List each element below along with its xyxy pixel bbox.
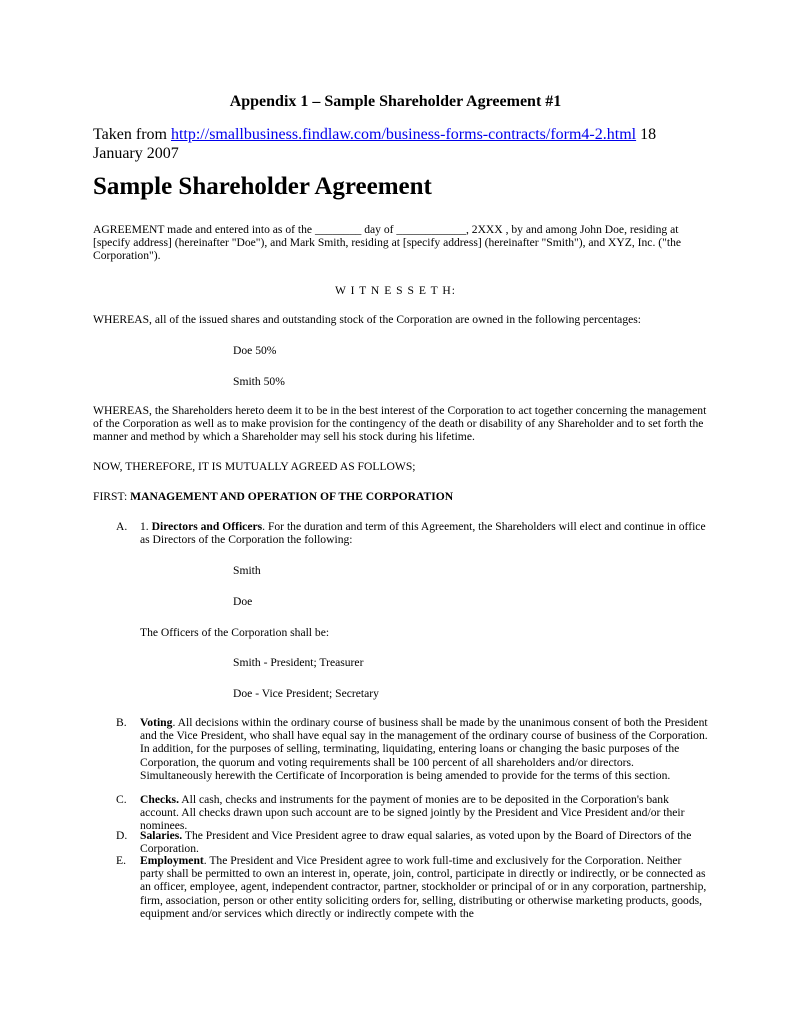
first-prefix: FIRST: [93,490,131,503]
smith-percentage: Smith 50% [233,375,285,388]
officer-smith: Smith - President; Treasurer [233,656,364,669]
section-c-text: All cash, checks and instruments for the payment of monies are to be deposited in the Corporation's bank account. All checks drawn upon such account are to be signed jointly by the President and Vice President and/or their nominees. [140,793,685,833]
section-c-marker: C. [116,793,127,806]
first-heading-text: MANAGEMENT AND OPERATION OF THE CORPORATION [130,490,454,503]
section-a-text: . For the duration and term of this Agreement, the Shareholders will elect and continue in office as Directors of the Corporation the following: [140,520,706,547]
section-e-marker: E. [116,854,126,867]
section-a-body [140,520,708,546]
section-d-marker: D. [116,829,128,842]
director-doe: Doe [233,595,253,608]
section-b-marker: B. [116,716,127,729]
source-link[interactable]: http://smallbusiness.findlaw.com/business-forms-contracts/form4-2.html [170,126,637,143]
section-c-heading: Checks. [140,793,179,806]
now-therefore-paragraph: NOW, THEREFORE, IT IS MUTUALLY AGREED AS FOLLOWS; [93,460,416,473]
section-a-heading: Directors and Officers [151,520,263,533]
source-citation [93,125,703,163]
officer-doe: Doe - Vice President; Secretary [233,687,379,700]
appendix-title: Appendix 1 – Sample Shareholder Agreement #1 [229,93,562,110]
doe-percentage: Doe 50% [233,344,277,357]
intro-paragraph: AGREEMENT made and entered into as of the ________ day of ____________, 2XXX , by and among John Doe, residing at [specify address] (hereinafter "Doe"), and Mark Smith, residing at [specify address] (hereinafter "Smith"), and XYZ, Inc. ("the Corporation"). [93,223,682,263]
section-d-heading: Salaries. [140,829,183,842]
whereas-interest-paragraph: WHEREAS, the Shareholders hereto deem it to be in the best interest of the Corporation to act together concerning the management of the Corporation as well as to make provision for the contingency of the death or disability of any Shareholder and to set forth the manner and method by which a Shareholder may sell his stock during his lifetime. [93,404,707,444]
section-a-marker: A. [116,520,128,533]
section-a-number: 1. [140,520,152,533]
first-section-heading [93,490,708,503]
director-smith: Smith [233,564,261,577]
witnesseth-heading: W I T N E S S E T H: [334,284,457,297]
section-b-heading: Voting [140,716,173,729]
section-e-text: . The President and Vice President agree to work full-time and exclusively for the Corporation. Neither party shall be permitted to own an interest in, operate, join, control, participate in directly or indirectly, or be connected as an officer, employee, agent, independent contractor, partner, stockholder or principal of or in any corporation, partnership, firm, association, person or other entity soliciting orders for, selling, distributing or otherwise marketing products, goods, equipment and/or services which directly or indirectly compete with the [140,854,707,920]
section-d-text: The President and Vice President agree to draw equal salaries, as voted upon by the Board of Directors of the Corporation. [140,829,692,856]
section-b-text: . All decisions within the ordinary course of business shall be made by the unanimous consent of both the President and the Vice President, who shall have equal say in the management of the ordinary course of business of the Corporation. In addition, for the purposes of selling, terminating, liquidating, entering loans or changing the basic purposes of the Corporation, the quorum and voting requirements shall be 100 percent of all shareholders and/or directors. Simultaneously herewith the Certificate of Incorporation is being amended to provide for the terms of this section. [140,716,708,782]
whereas-ownership-paragraph: WHEREAS, all of the issued shares and outstanding stock of the Corporation are owned in the following percentages: [93,313,641,326]
section-b-body [140,716,708,782]
source-prefix: Taken from [93,126,171,143]
section-e-body [140,854,708,920]
officers-intro: The Officers of the Corporation shall be: [140,626,330,639]
section-e-heading: Employment [140,854,204,867]
section-d-body [140,829,708,855]
section-c-body [140,793,708,833]
source-date: 18 January 2007 [93,126,657,162]
document-title: Sample Shareholder Agreement [93,173,432,200]
